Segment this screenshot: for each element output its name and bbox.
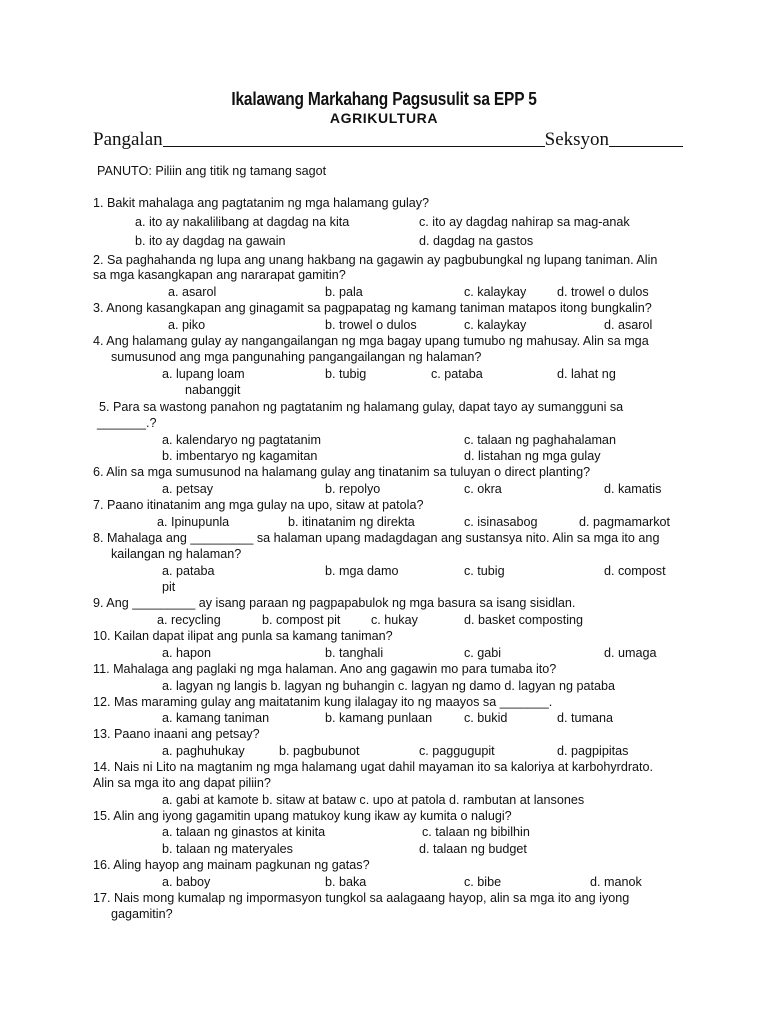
- question-3: 3. Anong kasangkapan ang ginagamit sa pagpapatag ng kamang taniman matapos itong bungkalin?: [93, 301, 652, 315]
- question-16: 16. Aling hayop ang mainam pagkunan ng gatas?: [93, 858, 370, 872]
- question-17: 17. Nais mong kumalap ng impormasyon tungkol sa aalagaang hayop, alin sa mga ito ang iyong: [93, 891, 630, 905]
- q8-choice-d: d. compost: [604, 564, 666, 578]
- q10-choice-b: b. tanghali: [325, 646, 384, 660]
- q10-choice-a: a. hapon: [162, 646, 212, 660]
- q8-choice-a: a. pataba: [162, 564, 215, 578]
- q9-choice-c: c. hukay: [371, 613, 418, 627]
- q12-choice-b: b. kamang punlaan: [325, 711, 433, 725]
- question-10: 10. Kailan dapat ilipat ang punla sa kamang taniman?: [93, 629, 393, 643]
- q5-choice-a: a. kalendaryo ng pagtatanim: [162, 433, 321, 447]
- question-13: 13. Paano inaani ang petsay?: [93, 727, 260, 741]
- q16-choice-c: c. bibe: [464, 875, 502, 889]
- question-4: 4. Ang halamang gulay ay nangangailangan ng mga bagay upang tumubo ng mahusay. Alin sa mga: [93, 334, 649, 348]
- q2-choice-a: a. asarol: [168, 285, 217, 299]
- q9-choice-b: b. compost pit: [262, 613, 341, 627]
- q13-choice-d: d. pagpipitas: [557, 744, 629, 758]
- q10-choice-d: d. umaga: [604, 646, 657, 660]
- question-6: 6. Alin sa mga sumusunod na halamang gulay ang tinatanim sa tuluyan o direct planting?: [93, 465, 591, 479]
- q9-choice-a: a. recycling: [157, 613, 221, 627]
- instructions: PANUTO: Piliin ang titik ng tamang sagot: [97, 164, 327, 178]
- q8-choice-c: c. tubig: [464, 564, 505, 578]
- question-1: 1. Bakit mahalaga ang pagtatanim ng mga halamang gulay?: [93, 196, 430, 210]
- q12-choice-a: a. kamang taniman: [162, 711, 270, 725]
- q6-choice-a: a. petsay: [162, 482, 214, 496]
- question-8: 8. Mahalaga ang _________ sa halaman upang madagdagan ang sustansya nito. Alin sa mga ito ang: [93, 531, 660, 545]
- q5-choice-b: b. imbentaryo ng kagamitan: [162, 449, 318, 463]
- exam-subtitle: AGRIKULTURA: [329, 110, 439, 126]
- q11-choices: a. lagyan ng langis b. lagyan ng buhangin c. lagyan ng damo d. lagyan ng pataba: [162, 679, 616, 693]
- q2-choice-b: b. pala: [325, 285, 363, 299]
- q2-choice-c: c. kalaykay: [464, 285, 527, 299]
- q3-choice-b: b. trowel o dulos: [325, 318, 417, 332]
- q4-choice-d-cont: nabanggit: [185, 383, 241, 397]
- section-blank[interactable]: [609, 128, 683, 147]
- q15-choice-b: b. talaan ng materyales: [162, 842, 293, 856]
- q16-choice-b: b. baka: [325, 875, 367, 889]
- question-8-cont: kailangan ng halaman?: [111, 547, 242, 561]
- question-14: 14. Nais ni Lito na magtanim ng mga halamang ugat dahil mayaman ito sa kaloriya at karbohyrdrato.: [93, 760, 654, 774]
- exam-title: Ikalawang Markahang Pagsusulit sa EPP 5: [231, 89, 537, 109]
- q7-choice-c: c. isinasabog: [464, 515, 538, 529]
- q4-choice-b: b. tubig: [325, 367, 367, 381]
- question-5: 5. Para sa wastong panahon ng pagtatanim ng halamang gulay, dapat tayo ay sumangguni sa: [99, 400, 624, 414]
- q3-choice-c: c. kalaykay: [464, 318, 527, 332]
- q12-choice-d: d. tumana: [557, 711, 614, 725]
- question-14-cont: Alin sa mga ito ang dapat piliin?: [93, 776, 271, 790]
- q6-choice-c: c. okra: [464, 482, 502, 496]
- question-15: 15. Alin ang iyong gagamitin upang matukoy kung ikaw ay kumita o nalugi?: [93, 809, 512, 823]
- q13-choice-b: b. pagbubunot: [279, 744, 360, 758]
- question-12: 12. Mas maraming gulay ang maitatanim kung ilalagay ito ng maayos sa _______.: [93, 695, 553, 709]
- q13-choice-c: c. paggugupit: [419, 744, 495, 758]
- question-11: 11. Mahalaga ang paglaki ng mga halaman. Ano ang gagawin mo para tumaba ito?: [93, 662, 557, 676]
- question-2-cont: sa mga kasangkapan ang nararapat gamitin?: [93, 268, 346, 282]
- q15-choice-c: c. talaan ng bibilhin: [422, 825, 530, 839]
- q1-choice-d: d. dagdag na gastos: [419, 234, 534, 248]
- question-5-cont: _______.?: [97, 416, 157, 430]
- q1-choice-b: b. ito ay dagdag na gawain: [135, 234, 286, 248]
- q9-choice-d: d. basket composting: [464, 613, 584, 627]
- name-section-line: [93, 128, 683, 151]
- q1-choice-c: c. ito ay dagdag nahirap sa mag-anak: [419, 215, 630, 229]
- question-9: 9. Ang _________ ay isang paraan ng pagpapabulok ng mga basura sa isang sisidlan.: [93, 596, 576, 610]
- q5-choice-c: c. talaan ng paghahalaman: [464, 433, 616, 447]
- q3-choice-a: a. piko: [168, 318, 206, 332]
- q16-choice-a: a. baboy: [162, 875, 211, 889]
- q8-choice-d-cont: pit: [162, 580, 176, 594]
- q8-choice-b: b. mga damo: [325, 564, 399, 578]
- q7-choice-a: a. Ipinupunla: [157, 515, 230, 529]
- q4-choice-d: d. lahat ng: [557, 367, 616, 381]
- q13-choice-a: a. paghuhukay: [162, 744, 245, 758]
- q7-choice-d: d. pagmamarkot: [579, 515, 670, 529]
- q4-choice-c: c. pataba: [431, 367, 483, 381]
- q12-choice-c: c. bukid: [464, 711, 508, 725]
- q6-choice-b: b. repolyo: [325, 482, 381, 496]
- question-7: 7. Paano itinatanim ang mga gulay na upo, sitaw at patola?: [93, 498, 424, 512]
- q2-choice-d: d. trowel o dulos: [557, 285, 649, 299]
- q3-choice-d: d. asarol: [604, 318, 653, 332]
- question-2: 2. Sa paghahanda ng lupa ang unang hakbang na gagawin ay pagbubungkal ng lupang taniman. Alin: [93, 253, 658, 267]
- q6-choice-d: d. kamatis: [604, 482, 662, 496]
- name-label: Pangalan: [93, 129, 163, 150]
- q7-choice-b: b. itinatanim ng direkta: [288, 515, 415, 529]
- q5-choice-d: d. listahan ng mga gulay: [464, 449, 601, 463]
- q16-choice-d: d. manok: [590, 875, 642, 889]
- name-blank[interactable]: [163, 128, 545, 147]
- q1-choice-a: a. ito ay nakalilibang at dagdag na kita: [135, 215, 350, 229]
- q15-choice-a: a. talaan ng ginastos at kinita: [162, 825, 326, 839]
- q15-choice-d: d. talaan ng budget: [419, 842, 527, 856]
- q14-choices: a. gabi at kamote b. sitaw at bataw c. upo at patola d. rambutan at lansones: [162, 793, 585, 807]
- section-label: Seksyon: [544, 129, 610, 150]
- q10-choice-c: c. gabi: [464, 646, 502, 660]
- q4-choice-a: a. lupang loam: [162, 367, 245, 381]
- question-17-cont: gagamitin?: [111, 907, 173, 921]
- question-4-cont: sumusunod ang mga pangunahing pangangailangan ng halaman?: [111, 350, 482, 364]
